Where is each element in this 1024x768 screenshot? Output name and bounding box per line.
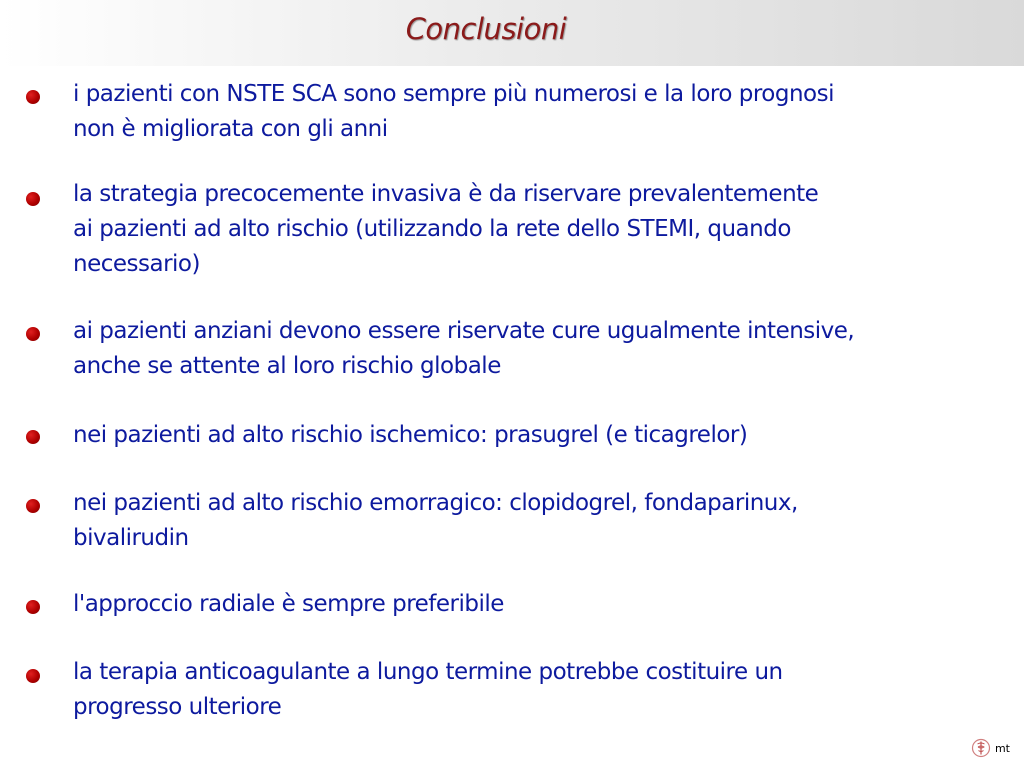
bullet-dot-icon [26,327,40,341]
slide-footer [971,738,1010,758]
bullet-dot-icon [26,499,40,513]
caduceus-logo-icon [971,738,991,758]
bullet-text: ai pazienti anziani devono essere riservate cure ugualmente intensive, anche se attente al loro rischio globale [73,318,855,379]
bullet-dot-icon [26,90,40,104]
bullet-dot-icon [26,430,40,444]
bullet-text: l'approccio radiale è sempre preferibile [73,591,504,617]
bullet-text: la terapia anticoagulante a lungo termine potrebbe costituire un progresso ulteriore [73,659,783,720]
bullet-text: nei pazienti ad alto rischio ischemico: prasugrel (e ticagrelor) [73,422,748,448]
bullet-text: nei pazienti ad alto rischio emorragico: clopidogrel, fondaparinux, bivalirudin [73,490,798,551]
bullet-text: la strategia precocemente invasiva è da riservare prevalentemente ai pazienti ad alto rischio (utilizzando la rete dello STEMI, quando necessario) [73,181,819,277]
bullet-text: i pazienti con NSTE SCA sono sempre più numerosi e la loro prognosi non è migliorata con gli anni [73,81,834,142]
slide-title: Conclusioni [405,12,567,46]
author-initials: mt [994,741,1010,755]
bullet-dot-icon [26,192,40,206]
bullet-dot-icon [26,669,40,683]
bullet-dot-icon [26,600,40,614]
